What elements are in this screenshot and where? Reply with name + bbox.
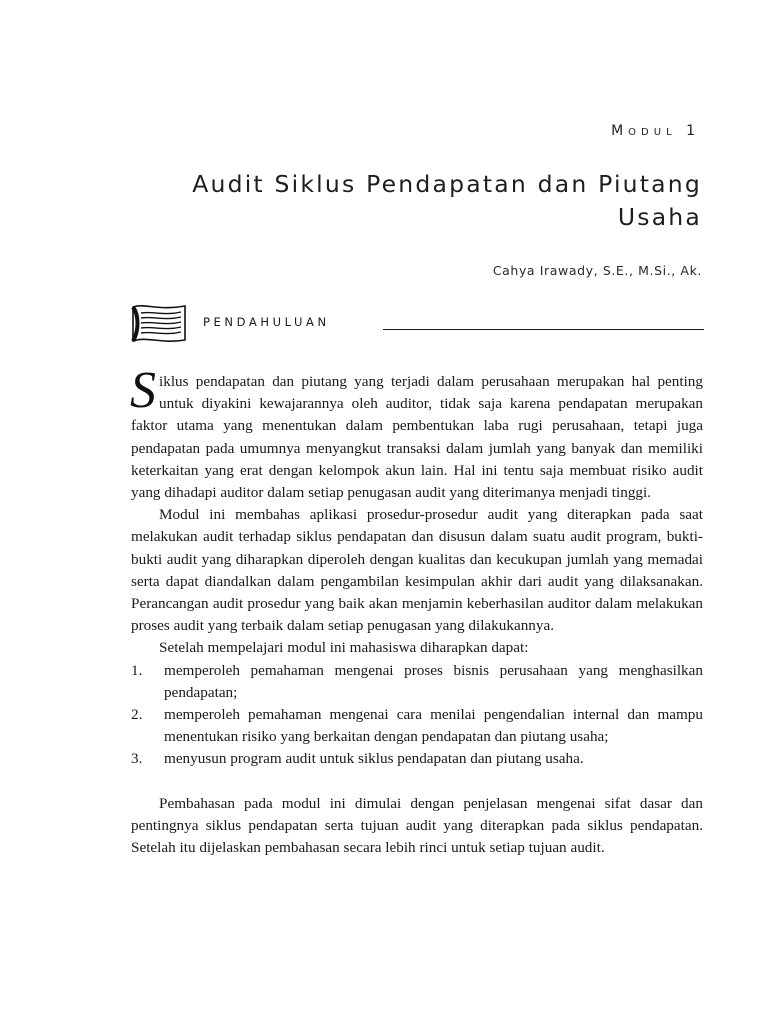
page-title-line-2: Usaha xyxy=(617,203,702,231)
list-item-number: 1. xyxy=(131,661,143,679)
page-title-line-1: Audit Siklus Pendapatan dan Piutang xyxy=(192,170,702,198)
paragraph-1 xyxy=(130,362,703,504)
spacer xyxy=(131,771,703,793)
paragraph-3: Setelah mempelajari modul ini mahasiswa diharapkan dapat: xyxy=(159,639,529,657)
list-item-text: memperoleh pemahaman mengenai cara menilai pengendalian internal dan mampu menentukan risiko yang berkaitan dengan pendapatan dan piutang usaha; xyxy=(164,706,703,746)
page-title xyxy=(102,168,702,234)
module-number: Modul 1 xyxy=(611,123,700,139)
body-text xyxy=(130,362,703,859)
paragraph-1-text: iklus pendapatan dan piutang yang terjadi dalam perusahaan merupakan hal penting untuk diyakini kewajarannya oleh auditor, tidak saja karena pendapatan merupakan faktor utama yang menentukan dalam pembentukan laba rugi perusahaan, tetapi juga pendapatan pada umumnya menyangkut transaksi dalam jumlah yang banyak dan memiliki keterkaitan yang erat dengan kelompok akun lain. Hal ini tentu saja membuat risiko audit yang dihadapi auditor dalam setiap penugasan audit yang diterimanya menjadi tinggi. xyxy=(131,373,703,502)
list-item xyxy=(0,704,703,748)
paragraph-4: Pembahasan pada modul ini dimulai dengan penjelasan mengenai sifat dasar dan pentingnya siklus pendapatan serta tujuan audit yang diterapkan pada siklus pendapatan. Setelah itu dijelaskan pembahasan secara lebih rinci untuk setiap tujuan audit. xyxy=(131,794,703,857)
list-item-text: menyusun program audit untuk siklus pendapatan dan piutang usaha. xyxy=(164,750,584,768)
section-heading: PENDAHULUAN xyxy=(203,315,330,329)
list-item-number: 3. xyxy=(131,750,143,768)
list-item-text: memperoleh pemahaman mengenai proses bisnis perusahaan yang menghasilkan pendapatan; xyxy=(164,661,703,701)
section-divider xyxy=(383,329,704,330)
book-page-icon xyxy=(131,303,187,343)
list-item-number: 2. xyxy=(131,706,143,724)
drop-cap: S xyxy=(130,362,156,419)
list-item xyxy=(0,660,703,704)
list-item xyxy=(0,748,703,770)
goals-list xyxy=(0,660,703,771)
author-name: Cahya Irawady, S.E., M.Si., Ak. xyxy=(492,263,702,278)
paragraph-2: Modul ini membahas aplikasi prosedur-prosedur audit yang diterapkan pada saat melakukan audit terhadap siklus pendapatan dan disusun dalam suatu audit program, bukti-bukti audit yang diharapkan diperoleh dengan kualitas dan kecukupan jumlah yang memadai serta dapat diandalkan dalam pengambilan kesimpulan akhir dari audit yang dilaksanakan. Perancangan audit prosedur yang baik akan menjamin keberhasilan auditor dalam melakukan proses audit yang terbaik dalam setiap penugasan yang dilakukannya. xyxy=(131,506,703,635)
